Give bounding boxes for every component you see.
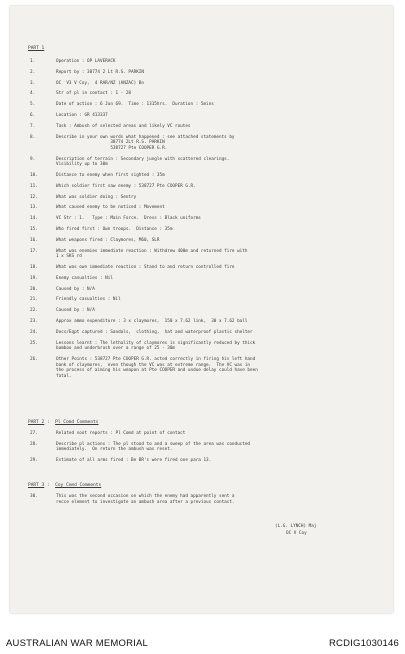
item-number: 10. xyxy=(30,173,38,178)
item-text: Date of action : 6 Jun 69. Time : 1315hrs. Duration : 5mins xyxy=(56,102,214,108)
item-text: Friendly casualties : Nil xyxy=(56,297,121,303)
item-number: 12. xyxy=(30,194,38,200)
item-text: What weapons fired : Claymores, M60, SLR xyxy=(56,237,160,243)
item-number: 18. xyxy=(30,265,38,270)
item-text: Describe in your own words what happened : see attached statements by 38774 2Lt R.S. PARKIN 538727 Pte COOPER G.R. xyxy=(56,134,235,151)
item-text: Caused by : N/A xyxy=(56,286,95,292)
item-text: What was own immediate reaction : Stand to and return controlled fire xyxy=(56,265,235,270)
part-2-title: Pl Comd Comments xyxy=(55,420,99,425)
item-text: Task : Ambush of selected areas and likely VC routes xyxy=(56,123,191,129)
item-text: Lessons learnt : The lethality of claymores is significantly reduced by thick bamboo and underbrush over a range of 25 - 30m xyxy=(56,340,256,352)
item-text: Other Points : 538727 Pte COOPER G.R. acted correctly in firing his left hand bank of claymores, even though the VC was at extreme range. The VC was in the process of aiming his weapon at Pte COOPER and undue delay could have been fatal. xyxy=(56,357,258,379)
item-text: Str of pl in contact : 1 - 28 xyxy=(56,91,132,97)
item-number: 23. xyxy=(30,319,38,324)
item-number: 17. xyxy=(30,248,38,254)
item-number: 5. xyxy=(30,102,36,108)
item-number: 4. xyxy=(30,91,36,97)
part-3-label: PART 3 xyxy=(28,483,45,488)
item-number: 28. xyxy=(30,441,38,447)
item-number: 16. xyxy=(30,237,38,243)
item-text: Who fired first : Own troops. Distance : 35m xyxy=(56,227,173,232)
item-number: 22. xyxy=(30,308,38,314)
item-text: Related soot reports : Pl Comd at point of contact xyxy=(56,431,186,436)
item-number: 27. xyxy=(30,431,38,436)
item-number: 24. xyxy=(30,329,38,335)
part-3-heading: PART 3 : Coy Comd Comments xyxy=(28,483,102,488)
item-text: VC Str : 1. Type : Main Force. Dress : Black uniforms xyxy=(56,216,201,222)
footer-record-id: RCDIG1030146 xyxy=(329,638,399,649)
part-2-label: PART 2 xyxy=(28,420,45,425)
item-text: What caused enemy to be noticed : Movement xyxy=(56,205,165,211)
item-text: Which soldier first saw enemy : 538727 Pte COOPER G.R. xyxy=(56,183,196,189)
item-number: 13. xyxy=(30,205,38,211)
item-number: 8. xyxy=(30,134,36,140)
part-1-heading: PART 1 xyxy=(28,46,45,51)
item-text: Docs/Eqpt captured : Sandals, clothing, hat and waterproof plastic shelter xyxy=(56,329,253,335)
item-number: 11. xyxy=(30,183,38,189)
signature-title: OC V Coy xyxy=(286,531,307,536)
item-text: Operation : OP LAVERACK xyxy=(56,59,116,64)
item-number: 3. xyxy=(30,80,36,86)
item-number: 9. xyxy=(30,156,36,162)
footer-archive-name: AUSTRALIAN WAR MEMORIAL xyxy=(6,638,149,649)
item-number: 25. xyxy=(30,340,38,346)
item-text: This was the second occasion on which the enemy had apparently sent a recce element to investigate an ambush area after a previous contact. xyxy=(56,494,235,505)
item-number: 1. xyxy=(30,59,36,64)
item-text: What was enemies immediate reaction : Withdrew 400m and returned fire with 1 x SKS rd xyxy=(56,248,248,260)
item-text: Enemy casualties : Nil xyxy=(56,275,113,281)
item-number: 30. xyxy=(30,494,38,499)
item-text: Caused by : N/A xyxy=(56,308,95,314)
document-page xyxy=(10,6,393,613)
item-text: Distance to enemy when first sighted : 35m xyxy=(56,173,165,178)
item-number: 26. xyxy=(30,357,38,362)
item-text: What was soldier doing : Sentry xyxy=(56,194,137,200)
item-number: 14. xyxy=(30,216,38,222)
signature-name: (L.G. LYNCH) Maj xyxy=(275,524,317,529)
item-text: Description of terrain : Secondary jungle with scattered clearings. Visibility up to 30m xyxy=(56,156,230,168)
item-number: 2. xyxy=(30,69,36,75)
item-text: Report by : 38774 2 Lt R.S. PARKIN xyxy=(56,69,144,75)
item-number: 19. xyxy=(30,275,38,281)
item-text: Estimate of all arms fired : Be BR's were fired one para 13. xyxy=(56,457,212,463)
item-number: 21. xyxy=(30,297,38,303)
item-number: 29. xyxy=(30,457,38,463)
item-text: Location : GR 413337 xyxy=(56,113,108,118)
part-3-title: Coy Comd Comments xyxy=(55,483,102,488)
item-text: Approx ammo expenditure : 3 x claymores, 150 x 7.62 link, 30 x 7.62 ball xyxy=(56,319,248,324)
item-number: 7. xyxy=(30,123,36,129)
item-text: OC V3 V Coy, 4 RAR/NZ (ANZAC) Bn xyxy=(56,80,144,86)
item-text: Describe pl actions : The pl stood to and a sweep of the area was conducted immediately. On return the ambush was reset. xyxy=(56,441,251,453)
item-number: 15. xyxy=(30,227,38,232)
item-number: 20. xyxy=(30,286,38,292)
part-2-heading: PART 2 : Pl Comd Comments xyxy=(28,420,99,425)
item-number: 6. xyxy=(30,113,36,118)
